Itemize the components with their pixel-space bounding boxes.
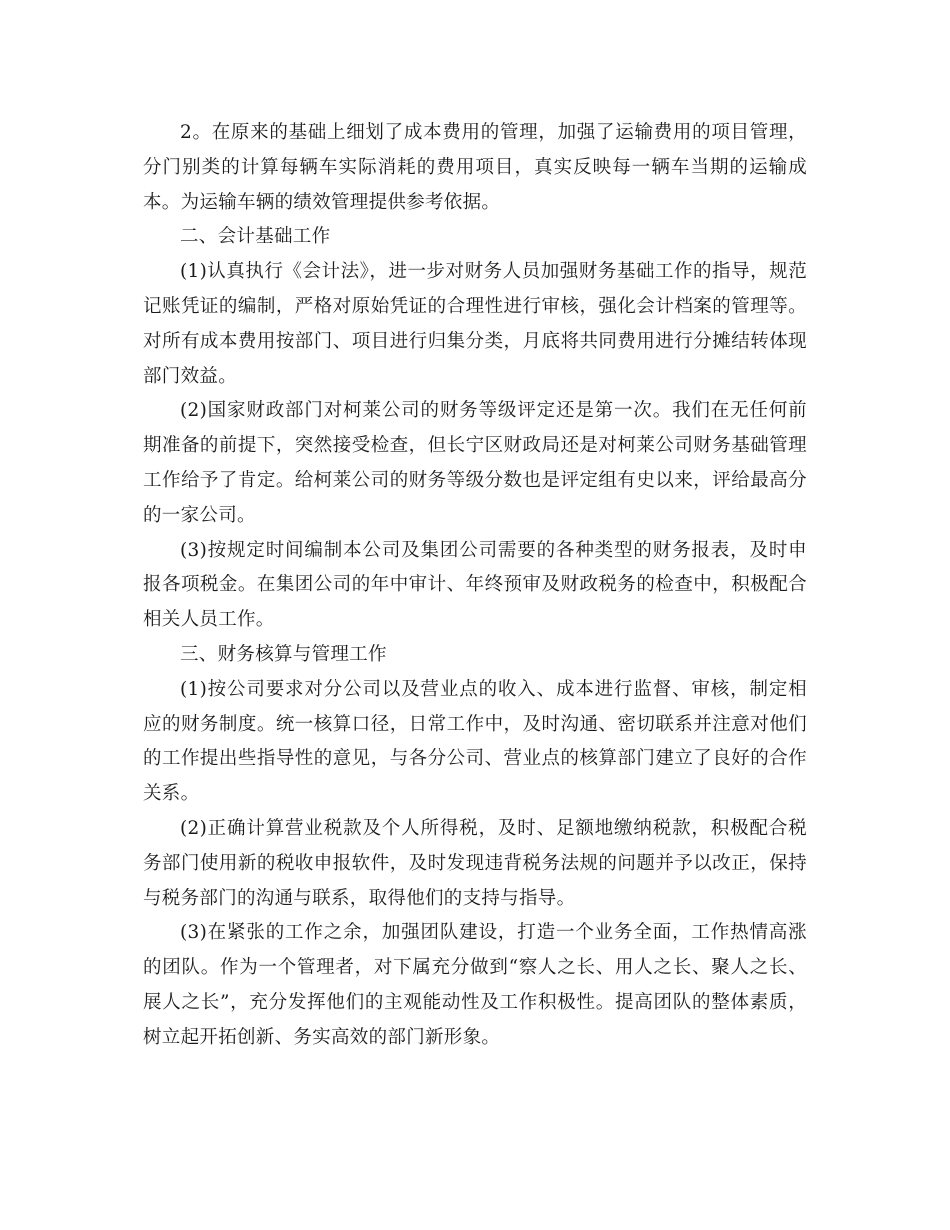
heading-accounting-management: 三、财务核算与管理工作 — [180, 643, 387, 665]
heading-accounting-basics: 二、会计基础工作 — [180, 226, 331, 248]
paragraph-branch-supervision: (1)按公司要求对分公司以及营业点的收入、成本进行监督、审核，制定相应的财务制度。统一核算口径，日常工作中，及时沟通、密切联系并注意对他们的工作提出些指导性的意见，与各分公司、营业点的核算部门建立了良好的合作关系。 — [143, 678, 807, 805]
paragraph-financial-reports: (3)按规定时间编制本公司及集团公司需要的各种类型的财务报表，及时申报各项税金。在集团公司的年中审计、年终预审及财政税务的检查中，积极配合相关人员工作。 — [143, 539, 807, 631]
paragraph-finance-rating: (2)国家财政部门对柯莱公司的财务等级评定还是第一次。我们在无任何前期准备的前提下，突然接受检查，但长宁区财政局还是对柯莱公司财务基础管理工作给予了肯定。给柯莱公司的财务等级分数也是评定组有史以来，评给最高分的一家公司。 — [143, 400, 807, 526]
document-body — [143, 116, 807, 1056]
paragraph-team-building: (3)在紧张的工作之余，加强团队建设，打造一个业务全面，工作热情高涨的团队。作为一个管理者，对下属充分做到“察人之长、用人之长、聚人之长、展人之长”，充分发挥他们的主观能动性及工作积极性。提高团队的整体素质，树立起开拓创新、务实高效的部门新形象。 — [143, 922, 807, 1048]
paragraph-accounting-law: (1)认真执行《会计法》，进一步对财务人员加强财务基础工作的指导，规范记账凭证的编制，严格对原始凭证的合理性进行审核，强化会计档案的管理等。对所有成本费用按部门、项目进行归集分类，月底将共同费用进行分摊结转体现部门效益。 — [143, 261, 807, 387]
paragraph-tax-calculation: (2)正确计算营业税款及个人所得税，及时、足额地缴纳税款，积极配合税务部门使用新的税收申报软件，及时发现违背税务法规的问题并予以改正，保持与税务部门的沟通与联系，取得他们的支持与指导。 — [143, 817, 807, 909]
paragraph-cost-management: 2。在原来的基础上细划了成本费用的管理，加强了运输费用的项目管理，分门别类的计算每辆车实际消耗的费用项目，真实反映每一辆车当期的运输成本。为运输车辆的绩效管理提供参考依据。 — [143, 122, 807, 213]
